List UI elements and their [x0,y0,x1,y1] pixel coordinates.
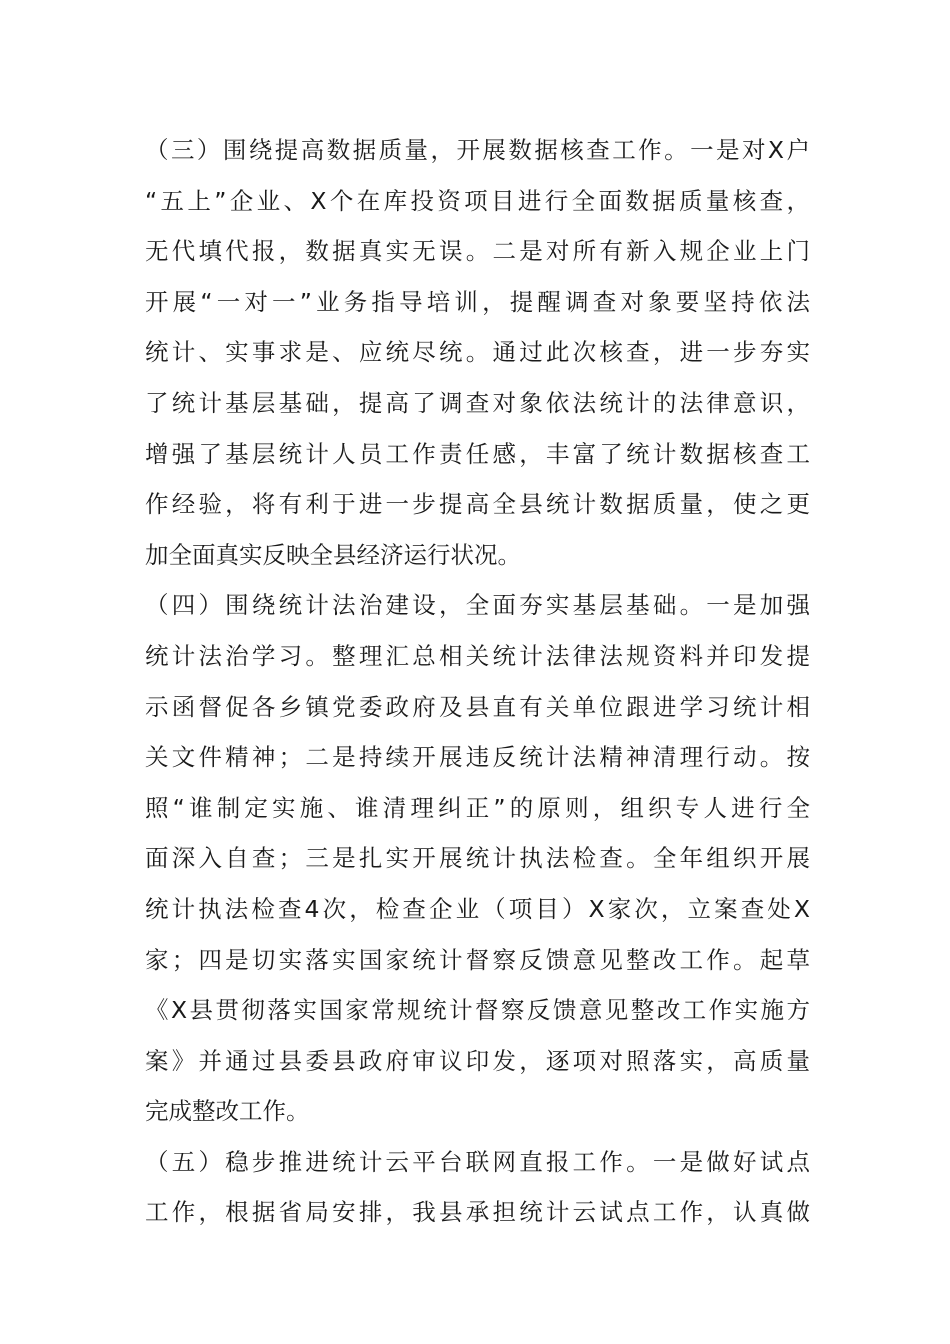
text-line: 统计法治学习。整理汇总相关统计法律法规资料并印发提 [145,641,810,670]
text-line: 工作，根据省局安排，我县承担统计云试点工作，认真做 [145,1198,810,1227]
text-line: 《X县贯彻落实国家常规统计督察反馈意见整改工作实施方 [145,996,810,1025]
text-line: （五）稳步推进统计云平台联网直报工作。一是做好试点 [145,1147,810,1176]
text-line: 家；四是切实落实国家统计督察反馈意见整改工作。起草 [145,945,810,974]
text-line: 统计、实事求是、应统尽统。通过此次核查，进一步夯实 [145,338,810,367]
text-line: （三）围绕提高数据质量，开展数据核查工作。一是对X户 [145,136,810,164]
text-line: 示函督促各乡镇党委政府及县直有关单位跟进学习统计相 [145,692,810,721]
text-line: 开展“一对一”业务指导培训，提醒调查对象要坚持依法 [145,287,810,316]
text-line: 增强了基层统计人员工作责任感，丰富了统计数据核查工 [145,439,810,468]
text-line: 统计执法检查4次，检查企业（项目）X家次，立案查处X [145,894,810,923]
paragraph-three [145,125,810,580]
text-line: 无代填代报，数据真实无误。二是对所有新入规企业上门 [145,237,810,266]
document-page [145,125,810,1238]
text-line: 关文件精神；二是持续开展违反统计法精神清理行动。按 [145,743,810,772]
text-line: 加全面真实反映全县经济运行状况。 [145,540,521,569]
text-line: 面深入自查；三是扎实开展统计执法检查。全年组织开展 [145,844,810,873]
text-line: （四）围绕统计法治建设，全面夯实基层基础。一是加强 [145,591,810,620]
text-line: 完成整改工作。 [145,1097,310,1126]
text-line: 作经验，将有利于进一步提高全县统计数据质量，使之更 [145,490,810,519]
text-line: 了统计基层基础，提高了调查对象依法统计的法律意识， [145,388,810,417]
paragraph-four [145,580,810,1137]
text-line: “五上”企业、X个在库投资项目进行全面数据质量核查， [145,186,810,215]
paragraph-five [145,1137,810,1238]
text-line: 照“谁制定实施、谁清理纠正”的原则，组织专人进行全 [145,793,810,822]
text-line: 案》并通过县委县政府审议印发，逐项对照落实，高质量 [145,1046,810,1075]
